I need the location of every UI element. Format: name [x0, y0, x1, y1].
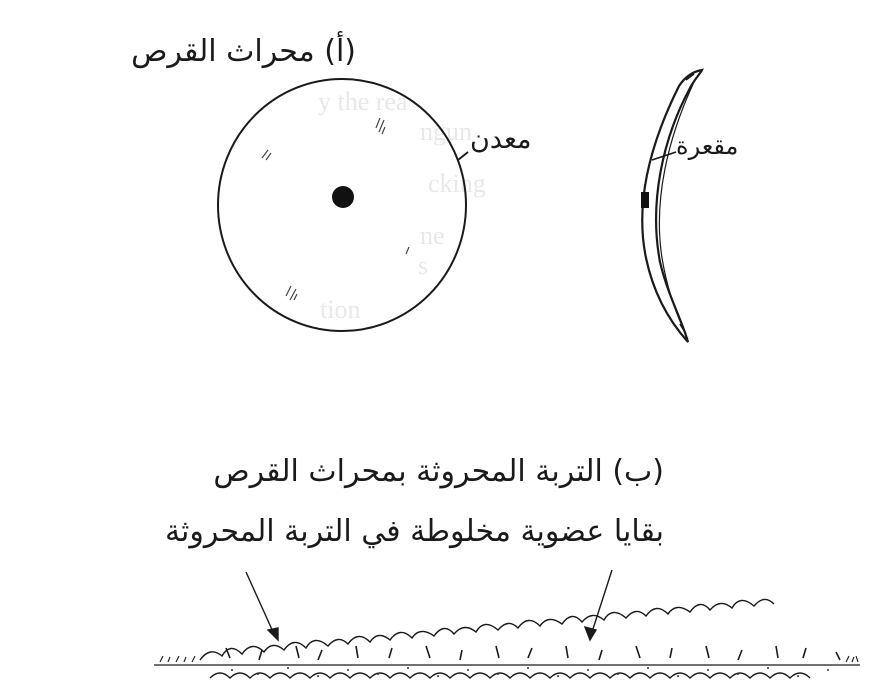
arrow-left-head: [268, 628, 278, 640]
residue-marks: [226, 646, 840, 660]
concave-label: مقعرة: [676, 132, 739, 160]
ploughed-soil-strip: [154, 599, 860, 678]
svg-text:cking: cking: [428, 169, 486, 198]
residues-caption: بقايا عضوية مخلوطة في التربة المحروثة: [164, 514, 664, 549]
soil-speckles: [231, 667, 829, 677]
arrow-right-head: [585, 627, 596, 640]
metal-label: معدن: [470, 124, 532, 155]
disc-scratch-mark: [262, 150, 271, 160]
svg-text:tion: tion: [320, 295, 361, 324]
side-hub: [641, 192, 649, 208]
svg-text:ne: ne: [420, 221, 445, 250]
disc-scratch-mark: [376, 118, 385, 134]
part-a-title: (أ) محراث القرص: [131, 34, 356, 69]
arrow-right: [592, 570, 612, 632]
side-tip-mark: [680, 74, 694, 334]
disc-scratch-mark: [286, 286, 297, 300]
svg-text:y the rea: y the rea: [318, 87, 408, 116]
disc-hub: [332, 186, 354, 208]
disc-plough-side-view: [641, 70, 702, 342]
svg-text:s: s: [418, 251, 429, 280]
residue-arrows: [246, 570, 612, 640]
part-b-title: (ب) التربة المحروثة بمحراث القرص: [213, 454, 664, 489]
surface-grass: [160, 656, 858, 662]
arrow-left: [246, 572, 274, 634]
soil-clod-lower-row: [210, 673, 810, 678]
metal-leader-line: [458, 152, 468, 160]
disc-plough-front-view: [218, 79, 468, 331]
disc-scratch-mark: [406, 247, 409, 254]
soil-clod-row: [200, 599, 774, 660]
svg-text:ngun: ngun: [420, 117, 472, 146]
